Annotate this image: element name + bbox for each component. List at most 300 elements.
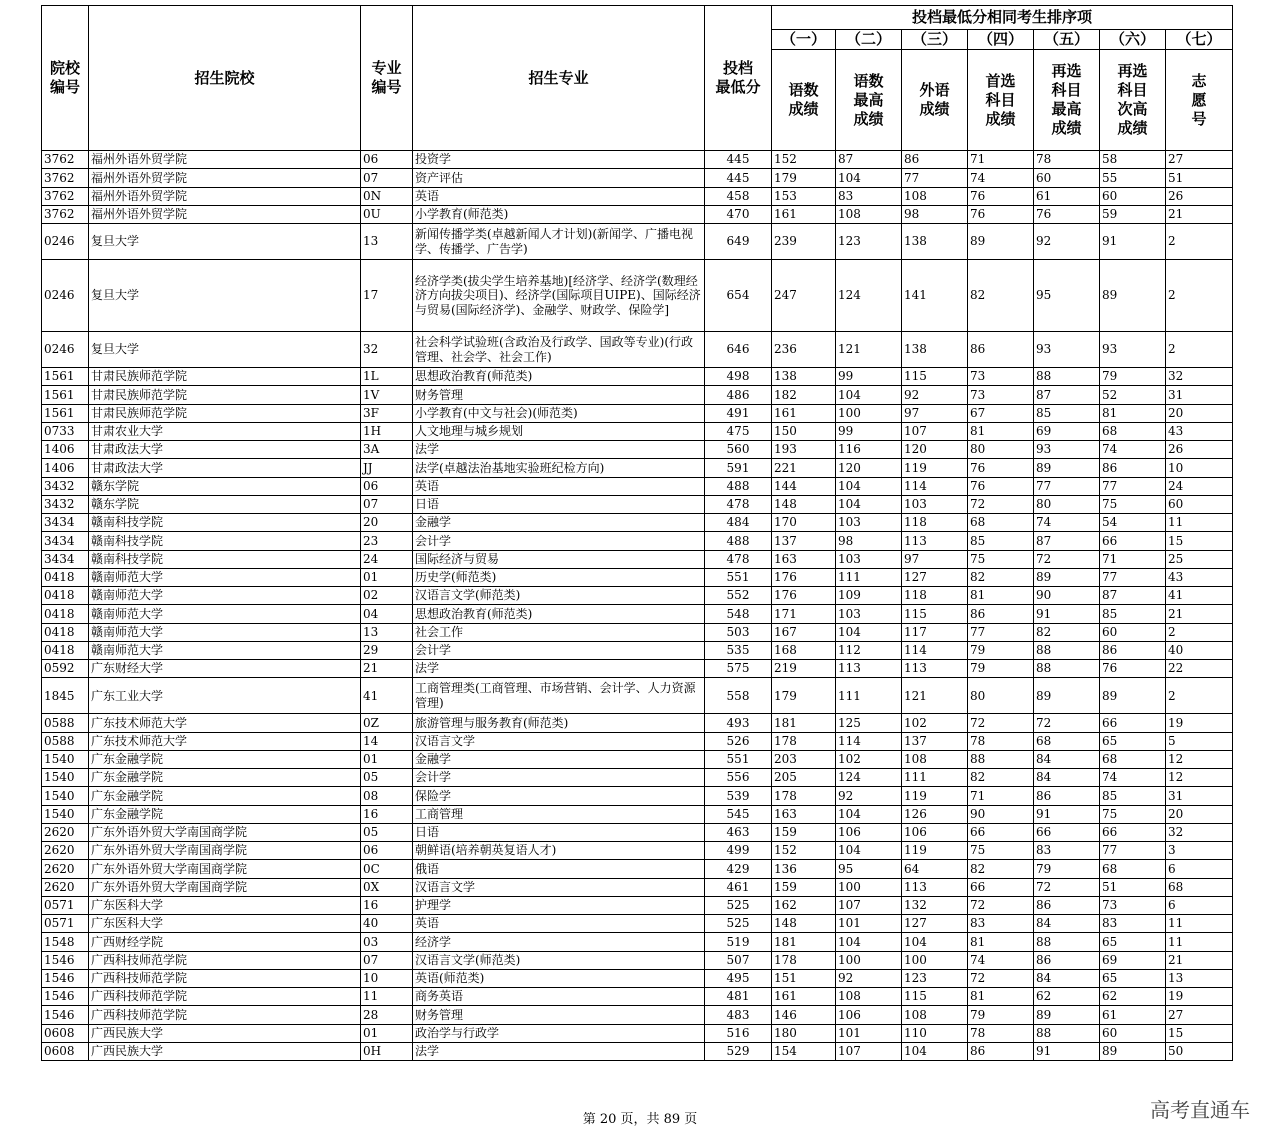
header-major: 招生专业: [413, 6, 705, 151]
score-2: 123: [836, 224, 902, 260]
score-2: 101: [836, 915, 902, 933]
school-name: 广东技术师范大学: [89, 732, 361, 750]
score-4: 81: [968, 422, 1034, 440]
major-code: 21: [361, 660, 413, 678]
school-code: 0418: [42, 641, 89, 659]
school-name: 赣南师范大学: [89, 641, 361, 659]
score-3: 141: [902, 260, 968, 332]
score-2: 109: [836, 587, 902, 605]
school-name: 赣南科技学院: [89, 514, 361, 532]
major-name: 汉语言文学(师范类): [413, 587, 705, 605]
score-4: 74: [968, 951, 1034, 969]
score-7: 31: [1166, 386, 1233, 404]
min-score: 558: [705, 678, 772, 714]
score-4: 67: [968, 404, 1034, 422]
score-2: 108: [836, 988, 902, 1006]
score-6: 74: [1100, 441, 1166, 459]
school-name: 广东医科大学: [89, 896, 361, 914]
major-name: 法学: [413, 1042, 705, 1060]
major-code: 07: [361, 495, 413, 513]
score-5: 83: [1034, 842, 1100, 860]
score-7: 12: [1166, 750, 1233, 768]
score-6: 85: [1100, 787, 1166, 805]
score-4: 85: [968, 532, 1034, 550]
major-code: 06: [361, 477, 413, 495]
score-5: 82: [1034, 623, 1100, 641]
score-3: 132: [902, 896, 968, 914]
table-row: [42, 787, 1233, 805]
score-5: 61: [1034, 187, 1100, 205]
score-6: 86: [1100, 459, 1166, 477]
score-5: 72: [1034, 878, 1100, 896]
score-2: 124: [836, 260, 902, 332]
score-7: 19: [1166, 988, 1233, 1006]
score-3: 137: [902, 732, 968, 750]
table-row: [42, 878, 1233, 896]
min-score: 461: [705, 878, 772, 896]
score-7: 2: [1166, 678, 1233, 714]
score-4: 76: [968, 187, 1034, 205]
score-3: 117: [902, 623, 968, 641]
score-1: 161: [772, 404, 836, 422]
table-row: [42, 1006, 1233, 1024]
table-row: [42, 915, 1233, 933]
major-code: 24: [361, 550, 413, 568]
score-3: 104: [902, 933, 968, 951]
major-code: 04: [361, 605, 413, 623]
major-name: 俄语: [413, 860, 705, 878]
score-6: 77: [1100, 842, 1166, 860]
min-score: 539: [705, 787, 772, 805]
major-code: 01: [361, 1024, 413, 1042]
score-4: 66: [968, 823, 1034, 841]
score-2: 103: [836, 550, 902, 568]
score-7: 24: [1166, 477, 1233, 495]
min-score: 575: [705, 660, 772, 678]
score-2: 100: [836, 878, 902, 896]
min-score: 654: [705, 260, 772, 332]
score-3: 64: [902, 860, 968, 878]
score-5: 84: [1034, 969, 1100, 987]
school-code: 1406: [42, 441, 89, 459]
score-2: 103: [836, 605, 902, 623]
score-6: 93: [1100, 332, 1166, 368]
score-5: 91: [1034, 1042, 1100, 1060]
score-2: 116: [836, 441, 902, 459]
score-1: 236: [772, 332, 836, 368]
table-row: [42, 205, 1233, 223]
score-7: 2: [1166, 623, 1233, 641]
min-score: 516: [705, 1024, 772, 1042]
school-name: 广东外语外贸大学南国商学院: [89, 842, 361, 860]
table-row: [42, 550, 1233, 568]
major-code: 41: [361, 678, 413, 714]
score-7: 32: [1166, 823, 1233, 841]
header-sub-number: （二）: [836, 30, 902, 50]
major-name: 思想政治教育(师范类): [413, 368, 705, 386]
score-5: 91: [1034, 805, 1100, 823]
score-2: 100: [836, 951, 902, 969]
score-1: 152: [772, 842, 836, 860]
score-4: 79: [968, 1006, 1034, 1024]
school-code: 0418: [42, 568, 89, 586]
score-4: 71: [968, 151, 1034, 169]
school-code: 2620: [42, 860, 89, 878]
score-3: 115: [902, 605, 968, 623]
min-score: 445: [705, 151, 772, 169]
major-name: 政治学与行政学: [413, 1024, 705, 1042]
school-name: 广东外语外贸大学南国商学院: [89, 823, 361, 841]
min-score: 499: [705, 842, 772, 860]
major-code: 0U: [361, 205, 413, 223]
score-1: 221: [772, 459, 836, 477]
score-5: 86: [1034, 951, 1100, 969]
major-name: 资产评估: [413, 169, 705, 187]
score-3: 121: [902, 678, 968, 714]
score-3: 104: [902, 1042, 968, 1060]
table-row: [42, 769, 1233, 787]
score-1: 180: [772, 1024, 836, 1042]
score-1: 146: [772, 1006, 836, 1024]
score-7: 68: [1166, 878, 1233, 896]
score-4: 72: [968, 714, 1034, 732]
min-score: 526: [705, 732, 772, 750]
score-1: 154: [772, 1042, 836, 1060]
table-row: [42, 495, 1233, 513]
score-5: 88: [1034, 660, 1100, 678]
table-row: [42, 823, 1233, 841]
header-sub-label: 首选 科目 成绩: [968, 50, 1034, 151]
major-name: 国际经济与贸易: [413, 550, 705, 568]
score-4: 86: [968, 1042, 1034, 1060]
school-name: 甘肃政法大学: [89, 441, 361, 459]
min-score: 551: [705, 568, 772, 586]
score-1: 176: [772, 587, 836, 605]
score-6: 74: [1100, 769, 1166, 787]
major-code: 28: [361, 1006, 413, 1024]
score-7: 6: [1166, 896, 1233, 914]
score-5: 86: [1034, 896, 1100, 914]
table-row: [42, 1042, 1233, 1060]
score-7: 43: [1166, 422, 1233, 440]
score-4: 82: [968, 568, 1034, 586]
score-7: 22: [1166, 660, 1233, 678]
score-2: 113: [836, 660, 902, 678]
major-name: 日语: [413, 823, 705, 841]
score-6: 59: [1100, 205, 1166, 223]
score-3: 103: [902, 495, 968, 513]
page-number: 第 20 页，共 89 页: [582, 1112, 698, 1127]
score-3: 108: [902, 750, 968, 768]
major-code: 06: [361, 842, 413, 860]
major-name: 小学教育(中文与社会)(师范类): [413, 404, 705, 422]
score-1: 161: [772, 988, 836, 1006]
school-code: 3762: [42, 169, 89, 187]
score-4: 66: [968, 878, 1034, 896]
score-1: 179: [772, 678, 836, 714]
score-7: 50: [1166, 1042, 1233, 1060]
score-7: 26: [1166, 187, 1233, 205]
school-code: 0608: [42, 1024, 89, 1042]
score-7: 11: [1166, 915, 1233, 933]
table-row: [42, 224, 1233, 260]
school-name: 甘肃民族师范学院: [89, 368, 361, 386]
major-code: 07: [361, 169, 413, 187]
score-1: 203: [772, 750, 836, 768]
min-score: 488: [705, 477, 772, 495]
score-1: 178: [772, 787, 836, 805]
score-7: 21: [1166, 605, 1233, 623]
score-6: 75: [1100, 805, 1166, 823]
score-2: 114: [836, 732, 902, 750]
header-sub-number: （一）: [772, 30, 836, 50]
school-name: 赣南科技学院: [89, 550, 361, 568]
major-code: 3A: [361, 441, 413, 459]
score-5: 84: [1034, 915, 1100, 933]
table-row: [42, 477, 1233, 495]
table-row: [42, 750, 1233, 768]
major-code: 17: [361, 260, 413, 332]
school-code: 1845: [42, 678, 89, 714]
score-7: 15: [1166, 532, 1233, 550]
score-5: 69: [1034, 422, 1100, 440]
major-code: 40: [361, 915, 413, 933]
score-2: 92: [836, 787, 902, 805]
score-1: 181: [772, 714, 836, 732]
score-5: 86: [1034, 787, 1100, 805]
school-code: 1540: [42, 787, 89, 805]
school-name: 福州外语外贸学院: [89, 187, 361, 205]
score-1: 159: [772, 823, 836, 841]
school-name: 广西科技师范学院: [89, 1006, 361, 1024]
min-score: 525: [705, 896, 772, 914]
score-5: 80: [1034, 495, 1100, 513]
score-1: 247: [772, 260, 836, 332]
score-5: 88: [1034, 641, 1100, 659]
table-row: [42, 660, 1233, 678]
score-5: 62: [1034, 988, 1100, 1006]
school-code: 1546: [42, 1006, 89, 1024]
school-code: 3434: [42, 532, 89, 550]
score-6: 89: [1100, 678, 1166, 714]
score-3: 119: [902, 842, 968, 860]
school-name: 广东外语外贸大学南国商学院: [89, 878, 361, 896]
major-name: 旅游管理与服务教育(师范类): [413, 714, 705, 732]
score-1: 167: [772, 623, 836, 641]
score-7: 19: [1166, 714, 1233, 732]
score-3: 118: [902, 587, 968, 605]
school-code: 3432: [42, 477, 89, 495]
score-5: 92: [1034, 224, 1100, 260]
score-5: 87: [1034, 532, 1100, 550]
school-code: 1406: [42, 459, 89, 477]
major-name: 英语(师范类): [413, 969, 705, 987]
score-2: 124: [836, 769, 902, 787]
school-code: 3434: [42, 550, 89, 568]
school-code: 0571: [42, 896, 89, 914]
score-5: 60: [1034, 169, 1100, 187]
school-name: 甘肃农业大学: [89, 422, 361, 440]
major-code: 07: [361, 951, 413, 969]
school-name: 甘肃民族师范学院: [89, 386, 361, 404]
school-name: 广东金融学院: [89, 787, 361, 805]
score-6: 55: [1100, 169, 1166, 187]
school-name: 广东金融学院: [89, 805, 361, 823]
major-name: 小学教育(师范类): [413, 205, 705, 223]
table-row: [42, 532, 1233, 550]
major-code: 13: [361, 224, 413, 260]
score-3: 114: [902, 477, 968, 495]
score-5: 88: [1034, 368, 1100, 386]
score-6: 61: [1100, 1006, 1166, 1024]
min-score: 556: [705, 769, 772, 787]
school-code: 0246: [42, 332, 89, 368]
table-header: [42, 6, 1233, 151]
score-2: 104: [836, 386, 902, 404]
score-2: 111: [836, 568, 902, 586]
header-sub-label: 语数 成绩: [772, 50, 836, 151]
score-1: 152: [772, 151, 836, 169]
table-row: [42, 732, 1233, 750]
school-code: 0418: [42, 587, 89, 605]
score-5: 79: [1034, 860, 1100, 878]
min-score: 545: [705, 805, 772, 823]
table-row: [42, 714, 1233, 732]
score-1: 148: [772, 495, 836, 513]
min-score: 478: [705, 495, 772, 513]
major-code: 16: [361, 896, 413, 914]
score-5: 93: [1034, 441, 1100, 459]
table-row: [42, 169, 1233, 187]
school-code: 2620: [42, 823, 89, 841]
major-name: 汉语言文学: [413, 732, 705, 750]
school-name: 广东金融学院: [89, 750, 361, 768]
score-5: 89: [1034, 678, 1100, 714]
score-3: 113: [902, 660, 968, 678]
major-name: 汉语言文学: [413, 878, 705, 896]
major-name: 会计学: [413, 532, 705, 550]
table-row: [42, 368, 1233, 386]
score-2: 99: [836, 422, 902, 440]
school-code: 1540: [42, 805, 89, 823]
major-code: 02: [361, 587, 413, 605]
score-6: 68: [1100, 422, 1166, 440]
school-name: 广西科技师范学院: [89, 988, 361, 1006]
table-row: [42, 386, 1233, 404]
table-row: [42, 623, 1233, 641]
score-3: 108: [902, 187, 968, 205]
school-name: 广东技术师范大学: [89, 714, 361, 732]
score-6: 65: [1100, 732, 1166, 750]
score-5: 95: [1034, 260, 1100, 332]
table-row: [42, 568, 1233, 586]
min-score: 470: [705, 205, 772, 223]
score-2: 106: [836, 823, 902, 841]
major-name: 朝鲜语(培养朝英复语人才): [413, 842, 705, 860]
table-row: [42, 332, 1233, 368]
table-row: [42, 514, 1233, 532]
min-score: 484: [705, 514, 772, 532]
score-4: 80: [968, 441, 1034, 459]
major-name: 护理学: [413, 896, 705, 914]
score-6: 65: [1100, 969, 1166, 987]
major-name: 法学: [413, 441, 705, 459]
table-row: [42, 860, 1233, 878]
score-1: 239: [772, 224, 836, 260]
min-score: 591: [705, 459, 772, 477]
major-code: 29: [361, 641, 413, 659]
score-5: 89: [1034, 568, 1100, 586]
table-row: [42, 951, 1233, 969]
score-5: 72: [1034, 550, 1100, 568]
major-code: 0C: [361, 860, 413, 878]
table-row: [42, 459, 1233, 477]
major-name: 投资学: [413, 151, 705, 169]
score-6: 76: [1100, 660, 1166, 678]
score-3: 86: [902, 151, 968, 169]
score-7: 21: [1166, 951, 1233, 969]
major-name: 社会科学试验班(含政治及行政学、国政等专业)(行政管理、社会学、社会工作): [413, 332, 705, 368]
school-name: 复旦大学: [89, 224, 361, 260]
score-7: 12: [1166, 769, 1233, 787]
score-7: 11: [1166, 514, 1233, 532]
score-7: 26: [1166, 441, 1233, 459]
score-2: 112: [836, 641, 902, 659]
table-row: [42, 678, 1233, 714]
score-6: 62: [1100, 988, 1166, 1006]
min-score: 560: [705, 441, 772, 459]
watermark-text: 高考直通车: [1150, 1098, 1250, 1122]
school-name: 赣南师范大学: [89, 605, 361, 623]
school-name: 福州外语外贸学院: [89, 205, 361, 223]
score-5: 85: [1034, 404, 1100, 422]
score-6: 85: [1100, 605, 1166, 623]
score-4: 75: [968, 842, 1034, 860]
score-7: 2: [1166, 260, 1233, 332]
school-name: 广东金融学院: [89, 769, 361, 787]
major-name: 英语: [413, 187, 705, 205]
score-3: 77: [902, 169, 968, 187]
score-3: 115: [902, 368, 968, 386]
school-code: 3432: [42, 495, 89, 513]
major-name: 会计学: [413, 769, 705, 787]
score-1: 182: [772, 386, 836, 404]
score-3: 126: [902, 805, 968, 823]
major-name: 金融学: [413, 514, 705, 532]
score-4: 72: [968, 969, 1034, 987]
score-5: 68: [1034, 732, 1100, 750]
score-3: 107: [902, 422, 968, 440]
score-3: 119: [902, 787, 968, 805]
major-code: 1H: [361, 422, 413, 440]
major-code: 0X: [361, 878, 413, 896]
score-2: 121: [836, 332, 902, 368]
score-6: 69: [1100, 951, 1166, 969]
score-7: 51: [1166, 169, 1233, 187]
school-name: 甘肃民族师范学院: [89, 404, 361, 422]
major-name: 财务管理: [413, 1006, 705, 1024]
score-7: 20: [1166, 805, 1233, 823]
score-7: 11: [1166, 933, 1233, 951]
score-7: 3: [1166, 842, 1233, 860]
score-5: 90: [1034, 587, 1100, 605]
table-row: [42, 641, 1233, 659]
score-5: 91: [1034, 605, 1100, 623]
score-1: 193: [772, 441, 836, 459]
score-4: 81: [968, 587, 1034, 605]
score-1: 171: [772, 605, 836, 623]
major-code: 01: [361, 568, 413, 586]
